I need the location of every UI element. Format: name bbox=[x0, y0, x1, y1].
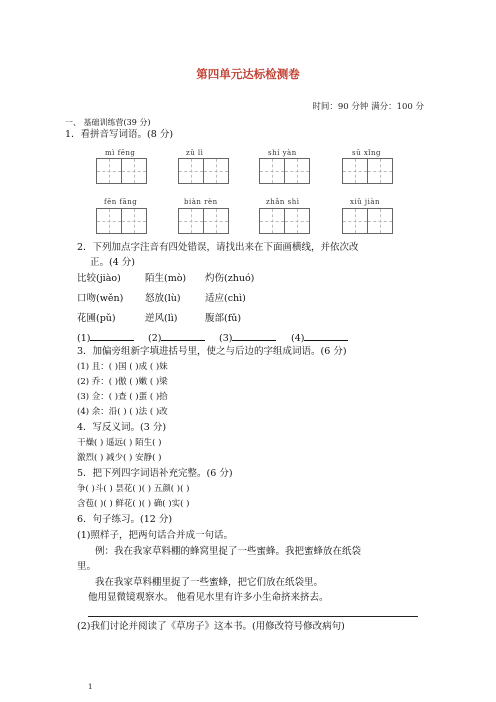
writing-grid[interactable] bbox=[342, 158, 392, 184]
pinyin-label: zhǎn shì bbox=[266, 198, 300, 206]
answer-line[interactable] bbox=[88, 616, 418, 617]
word-item: 陌生(mò) bbox=[145, 273, 187, 284]
page-number: 1 bbox=[88, 683, 93, 691]
example-text: 例：我在我家草料棚的蜂窝里捉了一些蜜蜂。我把蜜蜂放在纸袋 bbox=[95, 546, 362, 557]
question-2: 2．下列加点字注音有四处错误，请找出来在下面画横线，并依次改 bbox=[77, 242, 359, 253]
writing-grid[interactable] bbox=[96, 208, 146, 234]
word-item: 腹部(fǔ) bbox=[205, 313, 242, 324]
fill-line[interactable]: 含苞( )( ) 鲜花( )( ) 确( )实( ) bbox=[77, 499, 190, 509]
section-heading: 一、 基础训练营(39 分) bbox=[65, 118, 151, 127]
writing-grid[interactable] bbox=[178, 158, 228, 184]
pinyin-label: xiǔ jiàn bbox=[350, 198, 381, 206]
task-text: 他用显微镜观察水。 他看见水里有许多小生命挤来挤去。 bbox=[88, 592, 329, 603]
pinyin-label: zǔ lì bbox=[186, 149, 204, 157]
word-item: 口吻(wěn) bbox=[77, 293, 124, 304]
question-4: 4．写反义词。(3 分) bbox=[77, 422, 167, 433]
fill-line[interactable]: 激烈( ) 减少( ) 安静( ) bbox=[77, 453, 162, 463]
answer-blank[interactable]: (4) bbox=[291, 330, 348, 345]
sub-question: (1)照样子，把两句话合并成一句话。 bbox=[77, 530, 233, 541]
pinyin-label: sū xǐng bbox=[352, 149, 382, 157]
answer-blank[interactable]: (1) bbox=[77, 330, 134, 345]
question-5: 5．把下列四字词语补充完整。(6 分) bbox=[77, 468, 233, 479]
pinyin-label: fēn fāng bbox=[104, 198, 138, 206]
answer-blank[interactable]: (2) bbox=[148, 330, 205, 345]
fill-line[interactable]: (4) 余：沿( ) ( )法 ( )改 bbox=[77, 407, 168, 417]
writing-grid[interactable] bbox=[259, 158, 309, 184]
sub-question: (2)我们讨论并阅读了《草房子》这本书。(用修改符号修改病句) bbox=[77, 621, 345, 632]
pinyin-label: biàn rèn bbox=[184, 198, 218, 206]
page-title: 第四单元达标检测卷 bbox=[196, 67, 300, 81]
fill-line[interactable]: (3) 佥：( )查 ( )蛋 ( )拾 bbox=[77, 392, 168, 402]
pinyin-label: mì fēng bbox=[105, 149, 136, 157]
question-3: 3．加偏旁组新字填进括号里，使之与后边的字组成词语。(6 分) bbox=[77, 346, 347, 357]
example-answer: 我在我家草料棚里捉了一些蜜蜂，把它们放在纸袋里。 bbox=[95, 577, 324, 588]
writing-grid[interactable] bbox=[259, 208, 309, 234]
pinyin-label: shí yàn bbox=[268, 149, 297, 157]
word-item: 逆风(lì) bbox=[145, 313, 178, 324]
question-2-cont: 正。(4 分) bbox=[90, 257, 135, 268]
writing-grid[interactable] bbox=[96, 158, 146, 184]
word-item: 灼伤(zhuó) bbox=[205, 273, 255, 284]
word-item: 花圃(pǔ) bbox=[77, 313, 116, 324]
fill-line[interactable]: 争( )斗( ) 昙花( )( ) 五颜( )( ) bbox=[77, 484, 190, 494]
fill-line[interactable]: (2) 乔：( )傲 ( )嫩 ( )梁 bbox=[77, 377, 168, 387]
exam-meta: 时间：90 分钟 满分：100 分 bbox=[312, 102, 424, 112]
writing-grid[interactable] bbox=[342, 208, 392, 234]
example-text: 里。 bbox=[77, 561, 97, 572]
question-1: 1．看拼音写词语。(8 分) bbox=[65, 129, 174, 140]
fill-line[interactable]: 干燥( ) 遥远( ) 陌生( ) bbox=[77, 438, 162, 448]
word-item: 适应(chì) bbox=[205, 293, 246, 304]
fill-line[interactable]: (1) 且：( )国 ( )成 ( )妹 bbox=[77, 362, 168, 372]
question-6: 6．句子练习。(12 分) bbox=[77, 514, 173, 525]
answer-blank[interactable]: (3) bbox=[219, 330, 276, 345]
writing-grid[interactable] bbox=[178, 208, 228, 234]
word-item: 比较(jiào) bbox=[77, 273, 121, 284]
word-item: 怒放(lù) bbox=[145, 293, 181, 304]
